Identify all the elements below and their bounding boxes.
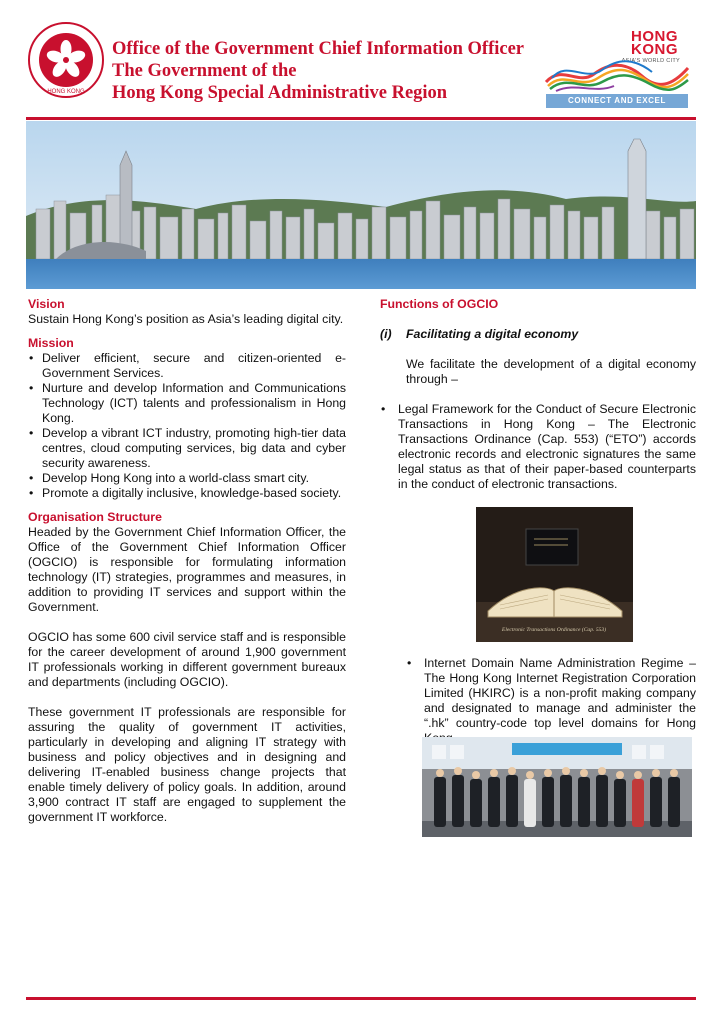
title-line-3: Hong Kong Special Administrative Region	[112, 83, 448, 103]
list-item: • Internet Domain Name Administration Regime – The Hong Kong Internet Registration Corporation Limited (HKIRC) is a non-profit making company and designated to manage and administer the “.hk” country-code top level domains for Hong	[406, 656, 696, 746]
header-divider	[26, 117, 696, 120]
vision-heading: Vision	[28, 297, 65, 311]
eto-book-photo	[476, 507, 633, 642]
org-paragraph-2: OGCIO has some 600 civil service staff and is responsible for the career development of around 1,900 government IT professionals working in different government bureaux and departments (including OGCIO).	[28, 630, 346, 689]
right-column	[380, 297, 696, 492]
list-item: • Promote a digitally inclusive, knowledge-based society.	[28, 486, 346, 501]
hkirc-group-photo	[422, 737, 692, 837]
list-item: • Nurture and develop Information and Communications Technology (ICT) talents and professionalism in Hong Kong.	[28, 381, 346, 426]
list-item: • Deliver efficient, secure and citizen-oriented e-Government Services.	[28, 351, 346, 381]
vision-text: Sustain Hong Kong’s position as Asia’s leading digital city.	[28, 312, 344, 326]
left-column	[28, 297, 346, 825]
brand-word-top: HONG	[631, 28, 678, 45]
functions-intro: We facilitate the development of a digital economy through –	[406, 357, 696, 386]
brand-bar: CONNECT AND EXCEL	[546, 94, 688, 108]
footer-divider	[26, 997, 696, 1000]
list-item: • Develop a vibrant ICT industry, promoting high-tier data centres, cloud computing services, big data and cyber security awareness.	[28, 426, 346, 471]
subsection-heading	[380, 327, 696, 342]
brand-tagline: ASIA'S WORLD CITY	[621, 58, 680, 64]
mission-heading: Mission	[28, 336, 74, 350]
functions-list-1	[380, 402, 696, 492]
brand-word-bottom: KONG	[631, 41, 678, 58]
hong-kong-skyline-photo	[26, 121, 696, 289]
emblem-text: HONG KONG	[47, 89, 85, 95]
functions-heading: Functions of OGCIO	[380, 297, 499, 311]
list-item: • Develop Hong Kong into a world-class smart city.	[28, 471, 346, 486]
subsection-title: Facilitating a digital economy	[406, 327, 579, 341]
photo-caption: Electronic Transactions Ordinance (Cap. 553)	[501, 627, 607, 633]
dragon-ribbon-icon	[542, 56, 692, 94]
functions-list-2-wrap	[406, 656, 696, 746]
list-item: • Legal Framework for the Conduct of Secure Electronic Transactions in Hong Kong – The Electronic Transactions Ordinance (Cap. 553) (“ETO”) accords electronic records and electronic signatures the same legal status as that of their paper-based counterparts in the conduct of electronic transactions.	[380, 402, 696, 492]
title-line-1: Office of the Government Chief Information Officer	[112, 39, 525, 59]
functions-list-2	[406, 656, 696, 746]
org-paragraph-3: These government IT professionals are responsible for assuring the quality of government IT activities, particularly in developing and aligning IT strategy with business and policy objectives and in designing and delivering IT-enabled business change projects that enable timely delivery of policy goals. In addition, around 3,900 contract IT staff are engaged to supplement the government IT workforce.	[28, 705, 346, 824]
brand-hong-kong-logo	[542, 30, 692, 110]
org-heading: Organisation Structure	[28, 510, 162, 524]
subsection-number: (i)	[380, 327, 392, 341]
org-paragraph-1: Headed by the Government Chief Information Officer, the Office of the Government Chief Information Officer (OGCIO) is responsible for formulating information technology (IT) strategies, programmes and measures, in addition to providing IT services and support within the Government.	[28, 525, 346, 614]
hksar-emblem	[28, 22, 104, 98]
page-title	[112, 38, 524, 104]
title-line-2: The Government of the	[112, 61, 297, 81]
mission-list	[28, 351, 346, 501]
